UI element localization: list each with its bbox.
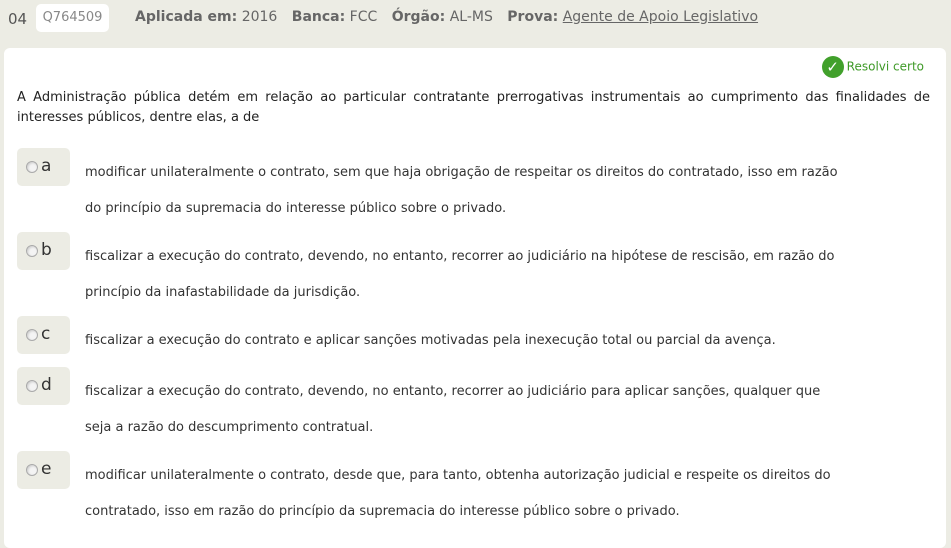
radio-e[interactable]	[26, 464, 38, 476]
option-letter: c	[41, 324, 51, 344]
applied-value: 2016	[241, 9, 278, 25]
bank-label: Banca:	[291, 9, 346, 25]
option-text[interactable]: modificar unilateralmente o contrato, desde que, para tanto, obtenha autorização judicial e respeite os direitos do contratado, isso em razão do princípio da supremacia do interesse público sobre o privado.	[85, 468, 831, 519]
question-header	[0, 0, 951, 40]
resolved-status	[822, 56, 924, 78]
check-circle-icon: ✓	[822, 56, 844, 78]
exam-label: Prova:	[507, 9, 559, 25]
option-letter: d	[41, 375, 52, 395]
option-letter: e	[41, 459, 52, 479]
option-b-button[interactable]	[17, 232, 70, 270]
exam-link[interactable]: Agente de Apoio Legislativo	[562, 9, 759, 25]
option-letter: b	[41, 240, 52, 260]
option-text[interactable]: fiscalizar a execução do contrato, devendo, no entanto, recorrer ao judiciário na hipótese de rescisão, em razão do princípio da inafastabilidade da jurisdição.	[85, 249, 835, 300]
radio-a[interactable]	[26, 161, 38, 173]
question-meta	[135, 9, 758, 25]
option-d-button[interactable]	[17, 367, 70, 405]
question-number: 04	[8, 10, 28, 28]
radio-c[interactable]	[26, 329, 38, 341]
resolved-label: Resolvi certo	[846, 59, 924, 74]
question-id-badge[interactable]: Q764509	[36, 4, 109, 32]
applied-label: Aplicada em:	[135, 9, 238, 25]
option-letter: a	[41, 156, 52, 176]
option-text[interactable]: modificar unilateralmente o contrato, sem que haja obrigação de respeitar os direitos do contratado, isso em razão do princípio da supremacia do interesse público sobre o privado.	[85, 165, 838, 216]
option-text[interactable]: fiscalizar a execução do contrato e aplicar sanções motivadas pela inexecução total ou parcial da avença.	[85, 333, 776, 348]
organ-label: Órgão:	[391, 9, 446, 25]
radio-b[interactable]	[26, 245, 38, 257]
organ-value: AL-MS	[449, 9, 493, 25]
option-a-button[interactable]	[17, 148, 70, 186]
option-c-button[interactable]	[17, 316, 70, 354]
option-e-button[interactable]	[17, 451, 70, 489]
bank-value: FCC	[349, 9, 378, 25]
option-text[interactable]: fiscalizar a execução do contrato, devendo, no entanto, recorrer ao judiciário para aplicar sanções, qualquer que seja a razão do descumprimento contratual.	[85, 384, 821, 435]
question-statement: A Administração pública detém em relação ao particular contratante prerrogativas instrumentais ao cumprimento das finalidades de interesses públicos, dentre elas, a de	[17, 90, 930, 125]
question-card	[4, 48, 946, 548]
radio-d[interactable]	[26, 380, 38, 392]
